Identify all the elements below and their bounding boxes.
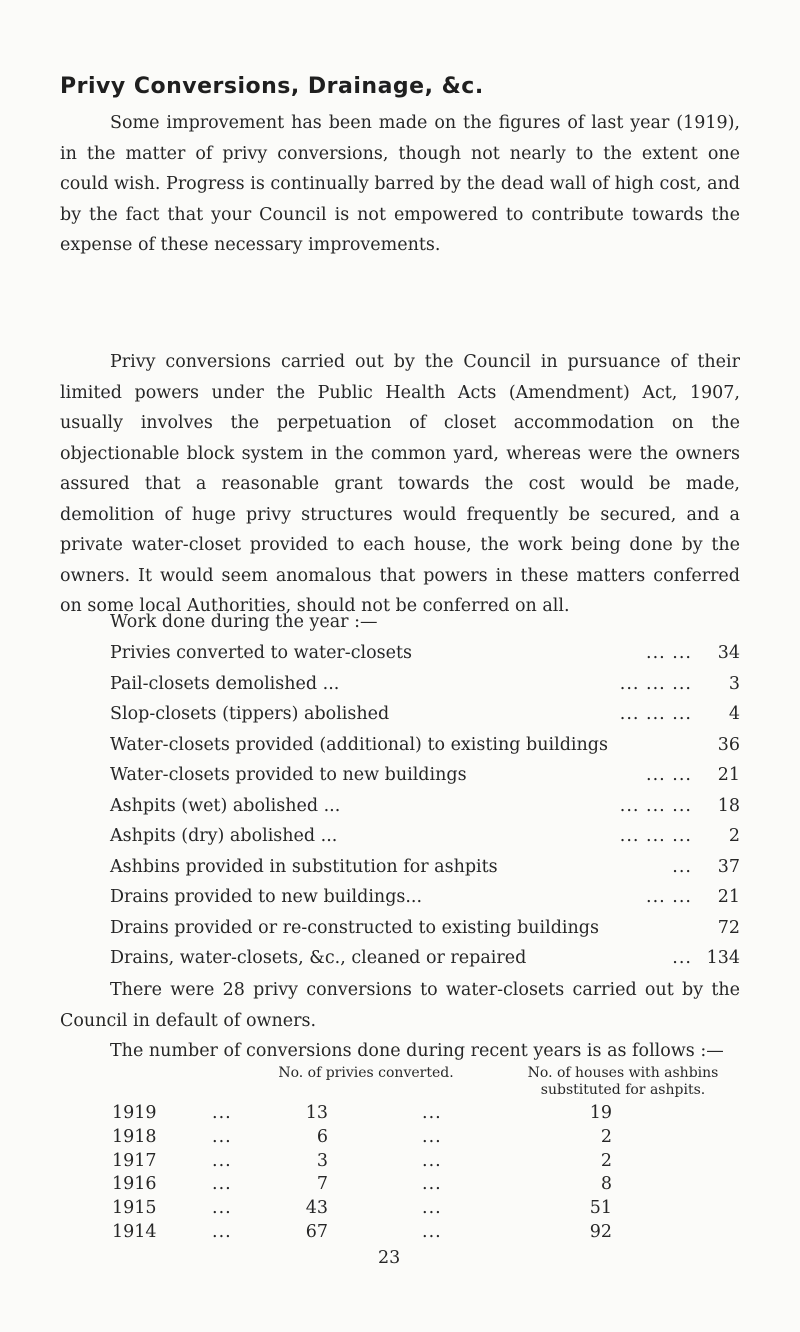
- section-heading: Privy Conversions, Drainage, &c.: [60, 74, 484, 99]
- paragraph-recent-years: The number of conversions done during recent years is as follows :—: [110, 1041, 724, 1061]
- table-row: 1917 ... 3 ... 2: [112, 1150, 612, 1171]
- work-item: Drains, water-closets, &c., cleaned or repaired ... 134: [110, 948, 740, 968]
- work-item: Pail-closets demolished ... ... ... ... 3: [110, 673, 740, 694]
- work-item: Water-closets provided to new buildings ... ... 21: [110, 765, 740, 785]
- work-item: Drains provided to new buildings... ... ... 21: [110, 887, 740, 907]
- column-header-ashbins: No. of houses with ashbins substituted for ashpits.: [527, 1065, 719, 1098]
- work-done-label: Work done during the year :—: [110, 612, 378, 632]
- conversions-table: [112, 1103, 732, 1246]
- work-item: Ashbins provided in substitution for ashpits ... 37: [110, 856, 740, 877]
- column-header-privies: No. of privies converted.: [278, 1065, 454, 1081]
- table-row: 1919 ... 13 ... 19: [112, 1103, 612, 1123]
- table-row: 1916 ... 7 ... 8: [112, 1174, 612, 1195]
- work-item: Water-closets provided (additional) to existing buildings 36: [110, 734, 740, 755]
- paragraph-improvement: Some improvement has been made on the figures of last year (1919), in the matter of privy conversions, though not nearly to the extent one could wish. Progress is continually barred by the dead wall of high cost, and by the fact that your Council is not empowered to contribute towards the expense of these necessary improvements.: [60, 113, 740, 255]
- work-item: Ashpits (dry) abolished ... ... ... ... 2: [110, 826, 740, 846]
- paragraph-default: There were 28 privy conversions to water-closets carried out by the Council in default of owners.: [60, 980, 740, 1031]
- work-item: Slop-closets (tippers) abolished ... ... ... 4: [110, 704, 740, 724]
- table-row: 1914 ... 67 ... 92: [112, 1221, 612, 1242]
- table-row: 1915 ... 43 ... 51: [112, 1198, 612, 1219]
- work-item: Drains provided or re-constructed to existing buildings 72: [110, 917, 740, 938]
- work-items-list: [110, 643, 740, 979]
- paragraph-conversions: Privy conversions carried out by the Council in pursuance of their limited powers under the Public Health Acts (Amendment) Act, 1907, usually involves the perpetuation of closet accommodation on the objectionable block system in the common yard, whereas were the owners assured that a reasonable grant towards the cost would be made, demolition of huge privy structures would frequently be secured, and a private water-closet provided to each house, the work being done by the owners. It would seem anomalous that powers in these matters conferred on some local Authorities, should not be conferred on all.: [60, 352, 740, 616]
- page-number: 23: [378, 1248, 401, 1268]
- work-item: Ashpits (wet) abolished ... ... ... ... 18: [110, 795, 740, 816]
- table-row: 1918 ... 6 ... 2: [112, 1126, 612, 1147]
- work-item: Privies converted to water-closets ... ... 34: [110, 643, 740, 663]
